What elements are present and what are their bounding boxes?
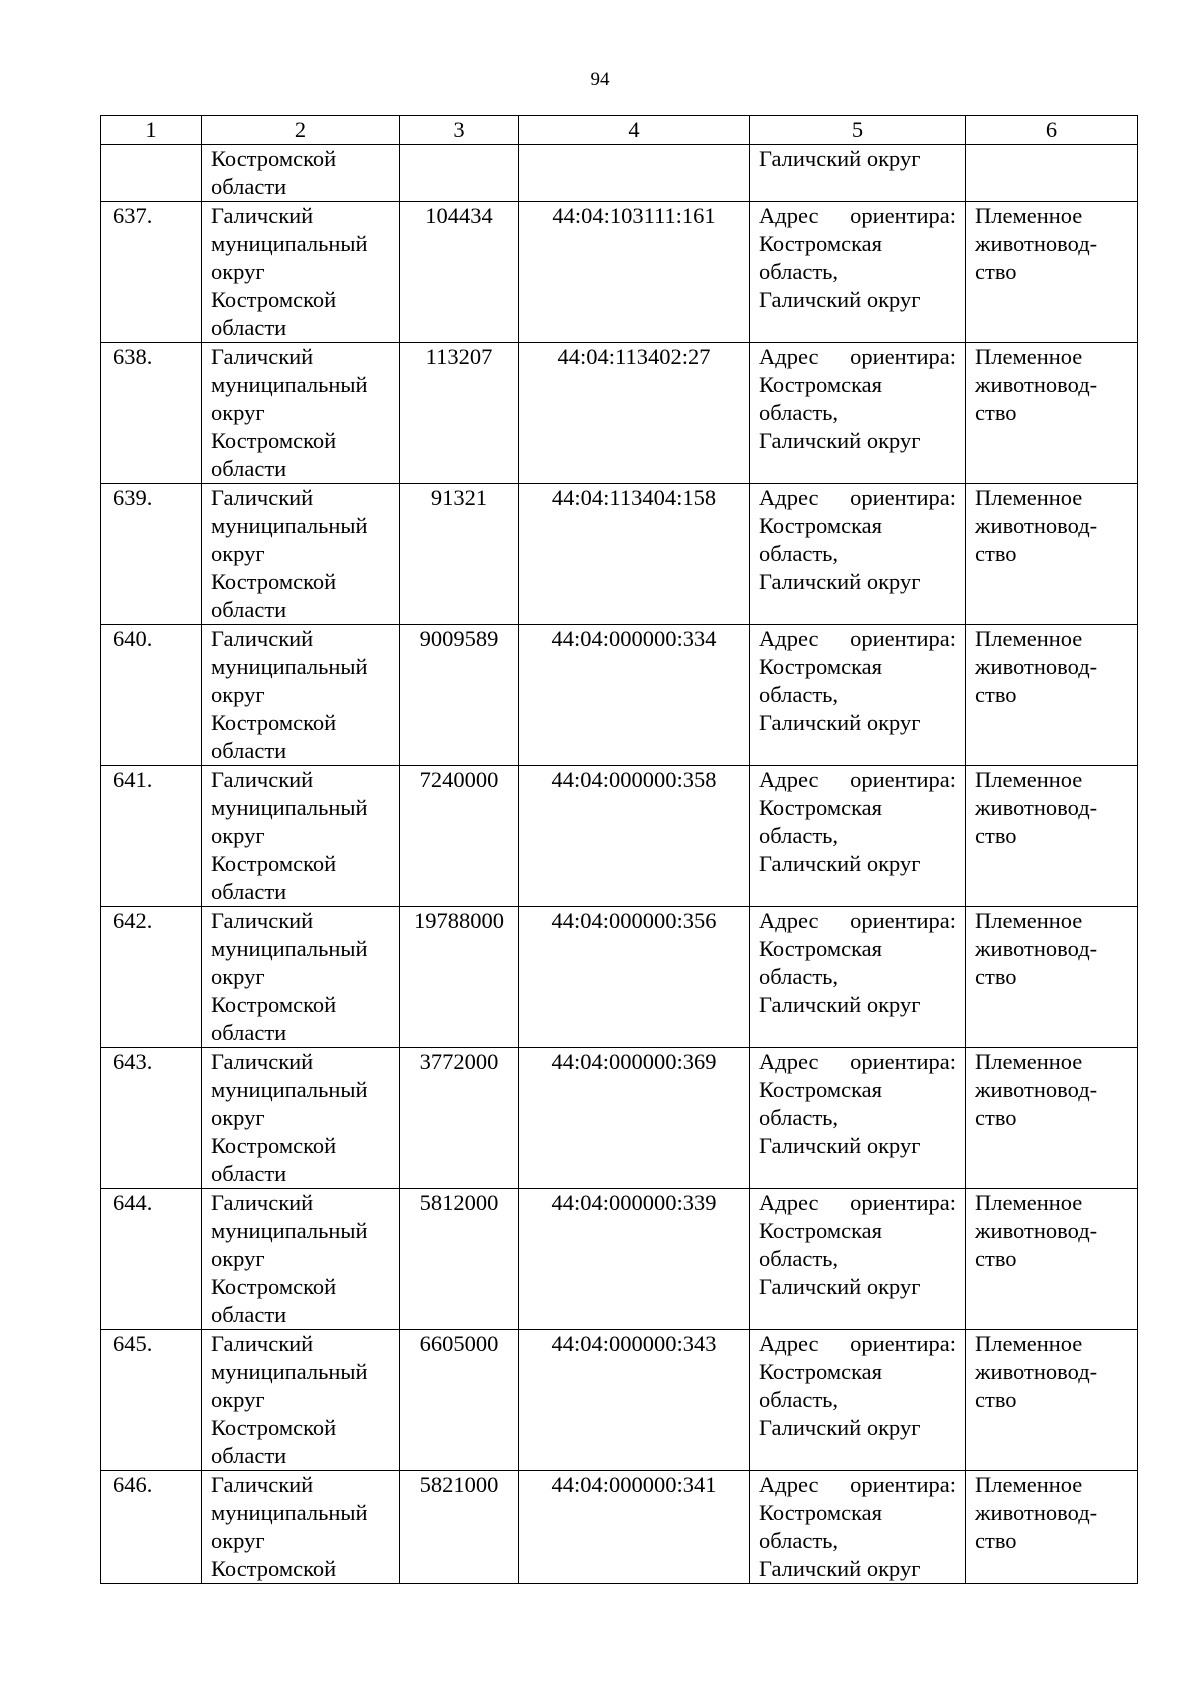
municipality-line: Костромской (211, 1274, 337, 1299)
municipality-line: Костромской (211, 1415, 337, 1440)
purpose-line: ство (975, 541, 1017, 566)
address-word: Адрес (759, 344, 819, 369)
municipality-line: Костромской (211, 1133, 337, 1158)
address-line (759, 343, 956, 371)
table-row (101, 1189, 1138, 1330)
purpose-line: Племенное (975, 203, 1083, 228)
area-cell: 5812000 (400, 1189, 519, 1330)
address-line: Костромская (759, 372, 883, 397)
municipality-line: округ (211, 1105, 265, 1130)
column-header: 6 (966, 116, 1138, 145)
address-line: Галичский округ (759, 851, 921, 876)
purpose-line: ство (975, 964, 1017, 989)
page-number: 94 (590, 69, 610, 90)
purpose-cell (966, 1189, 1138, 1330)
address-word: Адрес (759, 767, 819, 792)
purpose-line: Племенное (975, 767, 1083, 792)
address-line: Галичский округ (759, 1415, 921, 1440)
municipality-cell (202, 1330, 400, 1471)
address-line: Галичский округ (759, 1274, 921, 1299)
address-line: Галичский округ (759, 146, 921, 171)
purpose-line: животновод- (975, 1500, 1098, 1525)
address-cell (750, 1330, 966, 1471)
address-line (759, 1048, 956, 1076)
address-word: Адрес (759, 1472, 819, 1497)
purpose-line: Племенное (975, 908, 1083, 933)
municipality-line: области (211, 1443, 287, 1468)
municipality-line: муниципальный (211, 1218, 368, 1243)
address-line: Костромская (759, 795, 883, 820)
municipality-line: области (211, 315, 287, 340)
purpose-line: ство (975, 823, 1017, 848)
municipality-line: области (211, 879, 287, 904)
cadastral-number-cell: 44:04:103111:161 (519, 202, 750, 343)
address-line: Костромская (759, 1077, 883, 1102)
address-line: Галичский округ (759, 992, 921, 1017)
municipality-line: области (211, 597, 287, 622)
municipality-line: муниципальный (211, 936, 368, 961)
purpose-cell (966, 484, 1138, 625)
column-header: 2 (202, 116, 400, 145)
municipality-line: Костромской (211, 287, 337, 312)
address-cell (750, 625, 966, 766)
table-row (101, 766, 1138, 907)
address-line (759, 484, 956, 512)
row-number-cell: 645. (101, 1330, 202, 1471)
municipality-line: Галичский (211, 1472, 314, 1497)
municipality-line: муниципальный (211, 654, 368, 679)
address-line: область, (759, 823, 839, 848)
land-plot-table (100, 115, 1138, 1584)
purpose-line: Племенное (975, 1049, 1083, 1074)
address-line (759, 202, 956, 230)
municipality-cell (202, 202, 400, 343)
municipality-line: Галичский (211, 1331, 314, 1356)
address-line: Костромская (759, 1218, 883, 1243)
cadastral-number-cell: 44:04:000000:369 (519, 1048, 750, 1189)
municipality-line: муниципальный (211, 231, 368, 256)
purpose-line: животновод- (975, 372, 1098, 397)
municipality-line: Галичский (211, 1190, 314, 1215)
cadastral-number-cell: 44:04:000000:356 (519, 907, 750, 1048)
purpose-line: ство (975, 1105, 1017, 1130)
address-line (759, 766, 956, 794)
area-cell: 6605000 (400, 1330, 519, 1471)
address-line: область, (759, 400, 839, 425)
row-number-cell: 640. (101, 625, 202, 766)
cadastral-number-cell: 44:04:000000:334 (519, 625, 750, 766)
purpose-cell (966, 907, 1138, 1048)
municipality-line: округ (211, 259, 265, 284)
address-cell (750, 202, 966, 343)
municipality-line: области (211, 1302, 287, 1327)
area-cell: 19788000 (400, 907, 519, 1048)
address-line: Галичский округ (759, 1133, 921, 1158)
row-number-cell: 644. (101, 1189, 202, 1330)
municipality-line: муниципальный (211, 372, 368, 397)
area-cell: 91321 (400, 484, 519, 625)
purpose-cell (966, 1048, 1138, 1189)
cadastral-number-cell: 44:04:113402:27 (519, 343, 750, 484)
table-row (101, 1048, 1138, 1189)
municipality-line: округ (211, 1246, 265, 1271)
municipality-cell (202, 907, 400, 1048)
purpose-line: животновод- (975, 1077, 1098, 1102)
purpose-line: ство (975, 1246, 1017, 1271)
address-line: область, (759, 541, 839, 566)
address-word: Адрес (759, 1190, 819, 1215)
purpose-cell (966, 343, 1138, 484)
column-header: 3 (400, 116, 519, 145)
cadastral-number-cell: 44:04:113404:158 (519, 484, 750, 625)
table-row (101, 625, 1138, 766)
municipality-line: округ (211, 1387, 265, 1412)
address-line: Костромская (759, 513, 883, 538)
address-line: область, (759, 1387, 839, 1412)
area-cell (400, 145, 519, 202)
municipality-line: Костромской (211, 569, 337, 594)
purpose-line: животновод- (975, 654, 1098, 679)
address-word: ориентира: (850, 908, 956, 933)
municipality-line: муниципальный (211, 513, 368, 538)
purpose-line: животновод- (975, 1218, 1098, 1243)
address-word: ориентира: (850, 203, 956, 228)
purpose-cell (966, 1330, 1138, 1471)
address-line: Костромская (759, 1500, 883, 1525)
address-cell (750, 1189, 966, 1330)
table-row (101, 202, 1138, 343)
address-line: область, (759, 1246, 839, 1271)
table-row (101, 1330, 1138, 1471)
municipality-cell (202, 484, 400, 625)
row-number-cell: 637. (101, 202, 202, 343)
cadastral-number-cell: 44:04:000000:358 (519, 766, 750, 907)
area-cell: 104434 (400, 202, 519, 343)
address-cell (750, 484, 966, 625)
purpose-line: Племенное (975, 1331, 1083, 1356)
address-word: ориентира: (850, 485, 956, 510)
address-line: Галичский округ (759, 1556, 921, 1581)
municipality-line: Костромской (211, 1556, 337, 1581)
purpose-line: ство (975, 259, 1017, 284)
address-line: область, (759, 964, 839, 989)
municipality-line: Костромской (211, 710, 337, 735)
purpose-cell (966, 145, 1138, 202)
address-line: Галичский округ (759, 428, 921, 453)
address-cell (750, 343, 966, 484)
cadastral-number-cell: 44:04:000000:343 (519, 1330, 750, 1471)
purpose-line: животновод- (975, 936, 1098, 961)
address-line (759, 907, 956, 935)
address-word: Адрес (759, 908, 819, 933)
continuation-row (101, 145, 1138, 202)
address-word: Адрес (759, 1049, 819, 1074)
address-cell (750, 907, 966, 1048)
municipality-line: округ (211, 964, 265, 989)
municipality-line: области (211, 1161, 287, 1186)
address-line: область, (759, 1105, 839, 1130)
purpose-line: ство (975, 1387, 1017, 1412)
address-cell (750, 1048, 966, 1189)
row-number-cell: 643. (101, 1048, 202, 1189)
address-word: ориентира: (850, 1472, 956, 1497)
municipality-cell (202, 625, 400, 766)
purpose-line: ство (975, 1528, 1017, 1553)
purpose-cell (966, 625, 1138, 766)
column-header-row (101, 116, 1138, 145)
purpose-cell (966, 766, 1138, 907)
municipality-line: области (211, 738, 287, 763)
address-line: Костромская (759, 936, 883, 961)
purpose-line: Племенное (975, 626, 1083, 651)
purpose-cell (966, 1471, 1138, 1584)
address-word: ориентира: (850, 1190, 956, 1215)
address-word: ориентира: (850, 1331, 956, 1356)
purpose-line: животновод- (975, 513, 1098, 538)
area-cell: 3772000 (400, 1048, 519, 1189)
address-line: Галичский округ (759, 569, 921, 594)
municipality-line: округ (211, 541, 265, 566)
purpose-line: Племенное (975, 1472, 1083, 1497)
municipality-line: Костромской (211, 851, 337, 876)
address-line: область, (759, 259, 839, 284)
purpose-line: животновод- (975, 231, 1098, 256)
column-header: 5 (750, 116, 966, 145)
purpose-line: животновод- (975, 795, 1098, 820)
column-header: 1 (101, 116, 202, 145)
municipality-cell (202, 1189, 400, 1330)
municipality-line: области (211, 174, 287, 199)
municipality-cell (202, 343, 400, 484)
address-word: Адрес (759, 485, 819, 510)
table-row (101, 907, 1138, 1048)
municipality-line: муниципальный (211, 795, 368, 820)
municipality-line: Галичский (211, 908, 314, 933)
municipality-line: муниципальный (211, 1500, 368, 1525)
municipality-line: округ (211, 823, 265, 848)
purpose-line: ство (975, 682, 1017, 707)
municipality-line: Костромской (211, 428, 337, 453)
municipality-line: округ (211, 400, 265, 425)
municipality-cell (202, 1471, 400, 1584)
address-line: Костромская (759, 654, 883, 679)
address-line (759, 1330, 956, 1358)
address-line: Галичский округ (759, 710, 921, 735)
address-word: ориентира: (850, 1049, 956, 1074)
row-number-cell: 641. (101, 766, 202, 907)
purpose-line: Племенное (975, 485, 1083, 510)
cadastral-number-cell: 44:04:000000:339 (519, 1189, 750, 1330)
address-line (759, 1471, 956, 1499)
table-row (101, 1471, 1138, 1584)
area-cell: 7240000 (400, 766, 519, 907)
municipality-cell (202, 145, 400, 202)
purpose-line: ство (975, 400, 1017, 425)
table-row (101, 343, 1138, 484)
area-cell: 5821000 (400, 1471, 519, 1584)
address-word: ориентира: (850, 344, 956, 369)
address-line: Костромская (759, 1359, 883, 1384)
municipality-cell (202, 1048, 400, 1189)
purpose-line: Племенное (975, 1190, 1083, 1215)
municipality-line: Галичский (211, 626, 314, 651)
address-word: Адрес (759, 626, 819, 651)
municipality-line: области (211, 456, 287, 481)
cadastral-number-cell: 44:04:000000:341 (519, 1471, 750, 1584)
municipality-line: Галичский (211, 344, 314, 369)
row-number-cell: 638. (101, 343, 202, 484)
table-row (101, 484, 1138, 625)
address-word: ориентира: (850, 767, 956, 792)
purpose-cell (966, 202, 1138, 343)
purpose-line: животновод- (975, 1359, 1098, 1384)
address-word: ориентира: (850, 626, 956, 651)
address-cell (750, 1471, 966, 1584)
address-line (759, 625, 956, 653)
address-cell (750, 145, 966, 202)
municipality-line: Галичский (211, 203, 314, 228)
municipality-line: округ (211, 682, 265, 707)
municipality-line: Галичский (211, 767, 314, 792)
number-cell (101, 145, 202, 202)
municipality-line: муниципальный (211, 1359, 368, 1384)
municipality-line: Костромской (211, 146, 337, 171)
row-number-cell: 646. (101, 1471, 202, 1584)
municipality-line: муниципальный (211, 1077, 368, 1102)
column-header: 4 (519, 116, 750, 145)
table-body (101, 116, 1138, 1584)
municipality-cell (202, 766, 400, 907)
cadastral-cell (519, 145, 750, 202)
address-word: Адрес (759, 1331, 819, 1356)
municipality-line: Галичский (211, 485, 314, 510)
area-cell: 113207 (400, 343, 519, 484)
address-line: Галичский округ (759, 287, 921, 312)
area-cell: 9009589 (400, 625, 519, 766)
municipality-line: Костромской (211, 992, 337, 1017)
address-cell (750, 766, 966, 907)
row-number-cell: 642. (101, 907, 202, 1048)
purpose-line: Племенное (975, 344, 1083, 369)
address-line: Костромская (759, 231, 883, 256)
address-line: область, (759, 682, 839, 707)
municipality-line: области (211, 1020, 287, 1045)
address-line (759, 1189, 956, 1217)
address-line: область, (759, 1528, 839, 1553)
municipality-line: Галичский (211, 1049, 314, 1074)
municipality-line: округ (211, 1528, 265, 1553)
address-word: Адрес (759, 203, 819, 228)
row-number-cell: 639. (101, 484, 202, 625)
